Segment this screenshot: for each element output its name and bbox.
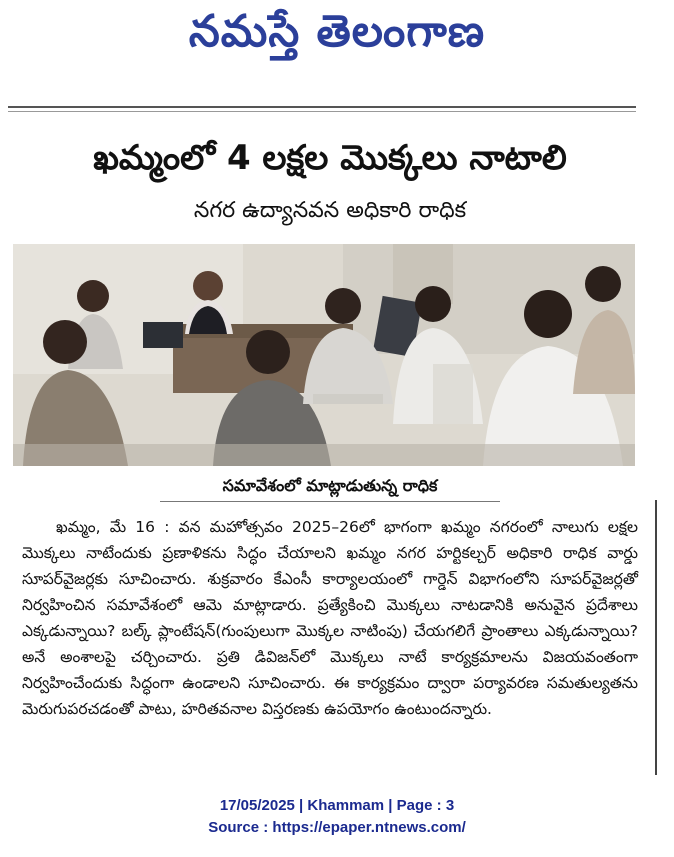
footer (0, 795, 674, 839)
headline: ఖమ్మంలో 4 లక్షల మొక్కలు నాటాలి (93, 138, 567, 178)
footer-source-link[interactable]: Source : https://epaper.ntnews.com/ (208, 819, 466, 836)
footer-dateline: 17/05/2025 | Khammam | Page : 3 (219, 797, 455, 814)
meeting-photo-illustration (13, 244, 635, 466)
newspaper-logo-title: నమస్తే తెలంగాణ (188, 6, 486, 57)
masthead (0, 0, 674, 72)
subheadline: నగర ఉద్యానవన అధికారి రాధిక (193, 198, 467, 223)
top-divider (8, 106, 636, 108)
meeting-photo (13, 244, 635, 466)
article-body: ఖమ్మం, మే 16 : వన మహోత్సవం 2025–26లో భాగంగా ఖమ్మం నగరంలో నాలుగు లక్షల మొక్కలు నాటేందుకు ప్రణాళికను సిద్ధం చేయాలని ఖమ్మం నగర హర్టికల్చర్ అధికారి రాధిక వార్డు సూపర్‌వైజర్లకు సూచించారు. శుక్రవారం కేఎంసీ కార్యాలయంలో గార్డెన్ విభాగంలోని సూపర్‌వైజర్లతో నిర్వహించిన సమావేశంలో ఆమె మాట్లాడారు. ప్రత్యేకించి మొక్కలు నాటడానికి అనువైన ప్రదేశాలు ఎక్కడున్నాయి? బల్క్ ప్లాంటేషన్(గుంపులుగా మొక్కల నాటింపు) చేయగలిగే ప్రాంతాలు ఎక్కడున్నాయి? అనే అంశాలపై చర్చించారు. ప్రతి డివిజన్‌లో మొక్కలు నాటే కార్యక్రమాలను విజయవంతంగా నిర్వహించేందుకు సిద్ధంగా ఉండాలని సూచించారు. ఈ కార్యక్రమం ద్వారా పర్యావరణ సమతుల్యతను మెరుగుపరచడంతో పాటు, హరితవనాల విస్తరణకు ఉపయోగం ఉంటుందన్నారు. (22, 518, 638, 718)
column-rule (655, 500, 657, 775)
top-divider-thin (8, 111, 636, 112)
caption-divider (160, 501, 500, 502)
photo-caption: సమావేశంలో మాట్లాడుతున్న రాధిక (222, 476, 438, 495)
